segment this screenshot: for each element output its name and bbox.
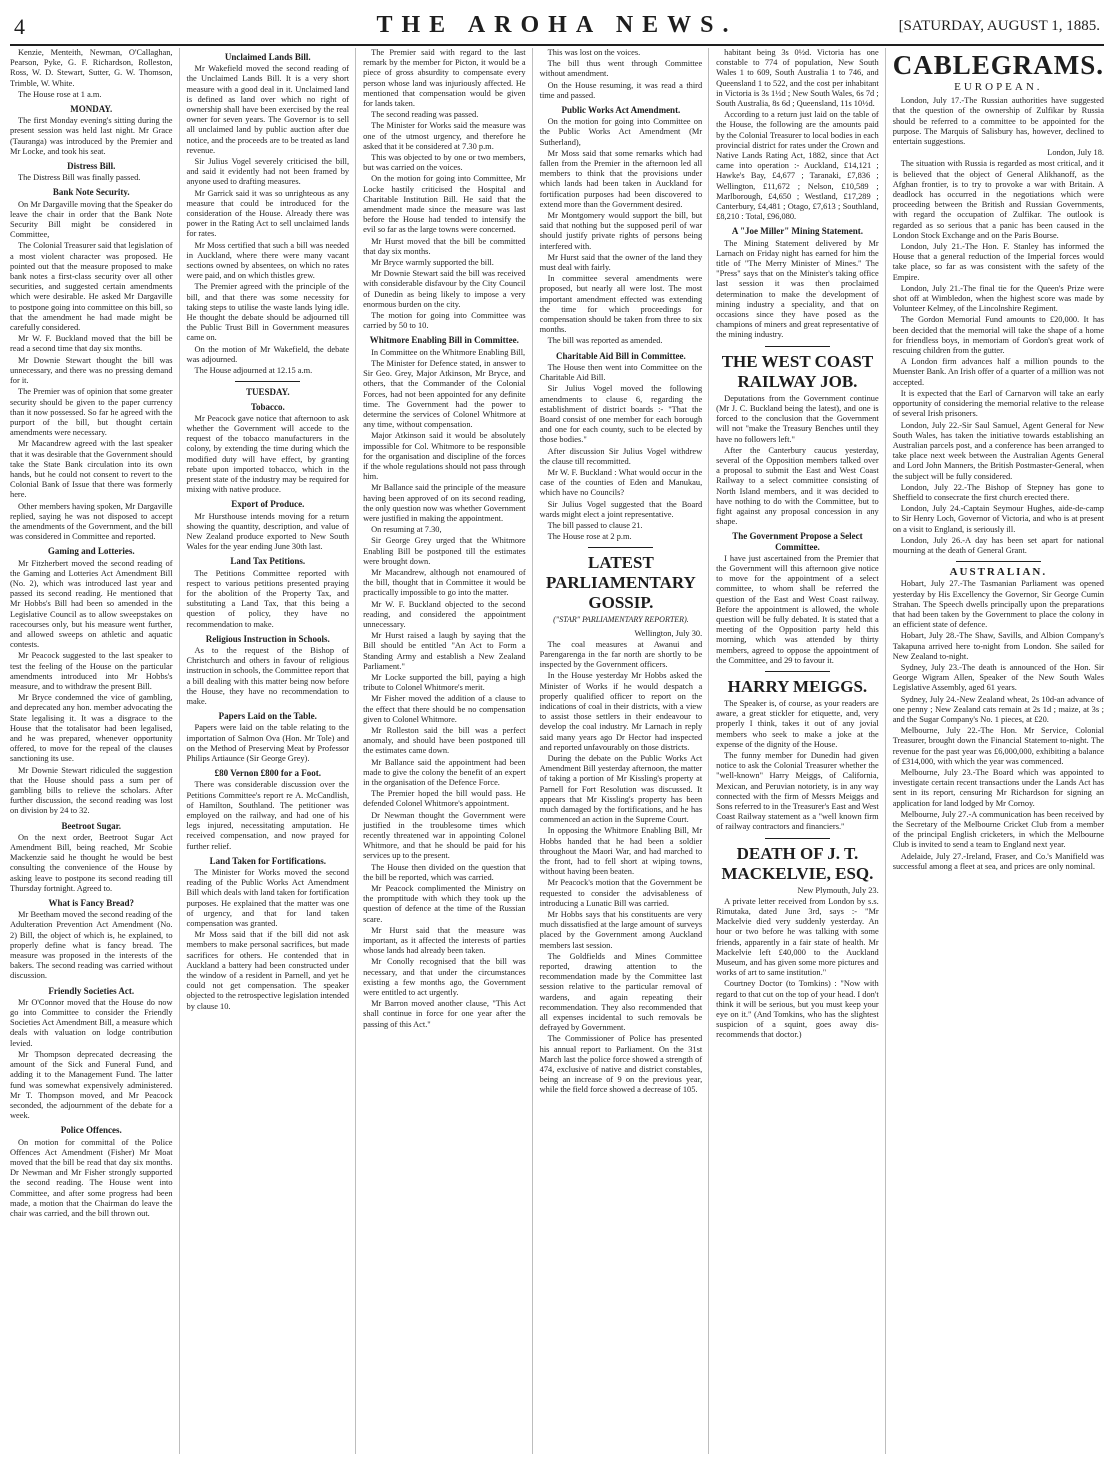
paragraph: Deputations from the Government continue (Mr J. C. Buckland being the latest), and one is forced to the conclusion that the Government will not "make the Treasury Benches until they have no followers left."	[716, 393, 879, 444]
paragraph: The Speaker is, of course, as your readers are aware, a great stickler for etiquette, and, very properly I think, takes it out of any jovial members who seek to make a joke at the expense of the dignity of the House.	[716, 698, 879, 749]
paragraph: Mr Hursthouse intends moving for a return showing the quantity, description, and value of New Zealand produce exported to New South Wales for the year ending June 30th last.	[186, 511, 350, 552]
paragraph: Mr Peacock suggested to the last speaker to test the feeling of the House on the particular amendments introduced into Mr Hobbs's measure, and to withdraw the present Bill.	[10, 651, 173, 691]
paragraph: Mr Barron moved another clause, "This Act shall continue in force for one year after the passing of this Act."	[363, 999, 526, 1029]
paragraph: The Mining Statement delivered by Mr Larnach on Friday night has earned for him the title of "The Merry Minister of Mines." The "Press" says that on the Minister's taking office last session it was then proclaimed determination to make the development of mining industry a speciality, and that on occasions since they have posed as the champions of miners and great representative of the mining industry.	[716, 238, 879, 340]
paragraph: The Premier hoped the bill would pass. He defended Colonel Whitmore's appointment.	[363, 789, 526, 809]
section-heading: Papers Laid on the Table.	[218, 711, 317, 722]
paragraph: habitant being 3s 0½d. Victoria has one constable to 774 of population, New South Wales 1 to 609, South Australia 1 to 746, and Queensland 1 to 522, and the cost per inhabitant in Victoria is 3s 1½d ; New South Wales, 6s 7d ; South Australia, 8s 6d ; Queensland, 11s 10½d.	[716, 48, 879, 109]
paragraph: The Gordon Memorial Fund amounts to £20,000. It has been decided that the memorial will take the shape of a home for friendless boys, in memoriam of Gordon's great work of rescuing children from the gutter.	[892, 315, 1104, 356]
paragraph: There was considerable discussion over the Petitions Committee's report re A. McCandlish, of Hamilton, Southland. The petitioner was employed on the railway, and had one of his legs injured, necessitating amputation. He received compensation, and now prayed for further relief.	[186, 780, 350, 851]
paragraph: The coal measures at Awanui and Parengarenga in the far north are shortly to be inspected by the Government officers.	[539, 639, 703, 670]
section-heading: Public Works Act Amendment.	[561, 105, 681, 116]
paragraph: It is expected that the Earl of Carnarvon will take an early opportunity of considering the memorial relative to the release of several Irish prisoners.	[892, 388, 1104, 419]
paragraph: The House then went into Committee on the Charitable Aid Bill.	[539, 362, 703, 383]
section-heading: A "Joe Miller" Mining Statement.	[731, 226, 864, 237]
divider	[765, 671, 830, 672]
paragraph: Mr Hurst said that the owner of the land they must deal with fairly.	[539, 252, 703, 273]
paragraph: Mr Hobbs says that his constituents are very much dissatisfied at the large amount of surveys placed by the Government among Auckland members last session.	[539, 910, 703, 950]
paragraph: Mr Ballance said the appointment had been made to give the colony the benefit of an expert in the organisation of the Defence Force.	[363, 757, 526, 788]
article-headline: DEATH OF J. T. MACKELVIE, ESQ.	[721, 843, 874, 883]
article-headline: LATEST PARLIAMENTARY GOSSIP.	[545, 553, 696, 613]
paragraph: Mr Hurst said that the measure was important, as it affected the interests of parties whose lands had already been taken.	[363, 925, 526, 956]
paragraph: Mr Wakefield moved the second reading of the Unclaimed Lands Bill. It is a very short measure with a good deal in it. Unclaimed land is defined as land over which no right of ownership shall have been exercised by the real owner for seven years. The Governor is to sell all unclaimed land by public auction after due notice, and the proceeds are to be treated as land revenue.	[186, 64, 350, 155]
paragraph: Mr W. F. Buckland moved that the bill be read a second time that day six months.	[10, 334, 173, 354]
paragraph: Other members having spoken, Mr Dargaville replied, saying he was not disposed to accept the amendments of the Government, and the bill was considered in Committee and reported.	[10, 501, 173, 542]
divider	[235, 381, 300, 382]
section-heading: Unclaimed Lands Bill.	[224, 52, 311, 62]
paragraph: Mr O'Connor moved that the House do now go into Committee to consider the Friendly Societies Act Amendment Bill, a measure which deals with valuation on lodge contribution levied.	[10, 997, 173, 1048]
paragraph: The motion for going into Committee was carried by 50 to 10.	[363, 311, 526, 331]
paragraph: On resuming at 7.30,	[371, 525, 442, 535]
paragraph: The House adjourned at 12.15 a.m.	[194, 366, 313, 376]
section-heading: What is Fancy Bread?	[48, 898, 135, 909]
paragraph: Mr Peacock gave notice that afternoon to ask whether the Government will accede to the request of the tobacco manufacturers in the colony, by extending the time during which the modified duty will have effect, by granting rebate upon imported tobacco, which in the present state of the industry may be required for mixing with native produce.	[186, 413, 350, 495]
paragraph: The House rose at 2 p.m.	[547, 532, 632, 542]
paragraph: Mr Ballance said the principle of the measure having been approved of on its second reading, the only question now was whether Government were justified in making the appointment.	[363, 483, 526, 523]
paragraph: The House then divided on the question that the bill be reported, which was carried.	[363, 862, 526, 882]
paragraph: London, July 24.-Captain Seymour Hughes, aide-de-camp to Sir Henry Loch, Governor of Victoria, and who is at present on a visit to England, is seriously ill.	[892, 504, 1104, 534]
column-3	[363, 48, 533, 1454]
paragraph: On the motion for going into Committee, Mr Locke hastily criticised the Hospital and Charitable Institution Bill. He said that the amendment made since the measure was last before the House had tended to intensify the evil so far as the large towns were concerned.	[363, 174, 526, 235]
page-number: 4	[14, 14, 25, 39]
paragraph: Major Atkinson said it would be absolutely impossible for Col. Whitmore to be responsible for the organisation and discipline of the forces if the whole regulations should not pass through him.	[363, 431, 526, 482]
paragraph: Mr Peacock's motion that the Government be requested to consider the advisableness of introducing a Lunatic Bill was carried.	[539, 878, 703, 908]
paragraph: On motion for committal of the Police Offences Act Amendment (Fisher) Mr Moat moved that the bill be read that day six months. Dr Newman and Mr Fisher strongly supported the second reading. The House went into Committee, and after some progress had been made, a motion that the Chairman do leave the chair was carried, and the bill thrown out.	[10, 1137, 173, 1218]
section-heading: The Government Propose a Select Committee.	[732, 531, 863, 552]
paragraph: The bill was reported as amended.	[547, 336, 663, 346]
newspaper-title: THE AROHA NEWS.	[376, 12, 738, 38]
paragraph: As to the request of the Bishop of Christchurch and others in favour of religious instruction in schools, the Committee report that a bill dealing with this matter being now before the House, they have no recommendation to make.	[186, 645, 350, 706]
paragraph: In Committee on the Whitmore Enabling Bill,	[371, 347, 526, 357]
paragraph: Adelaide, July 27.-Ireland, Fraser, and Co.'s Manifield was successful among a fleet at sea, and prices are only nominal.	[892, 851, 1104, 871]
paragraph: Mr Hurst moved that the bill be committed that day six months.	[363, 236, 526, 256]
paragraph: Mr W. F. Buckland : What would occur in the case of the counties of Eden and Manukau, which have no Councils?	[539, 467, 703, 498]
paragraph: The Distress Bill was finally passed.	[18, 173, 141, 183]
paragraph: London, July 21.-The final tie for the Queen's Prize were shot off at Wimbledon, when the highest score was made by Volunteer Kelmey, of the Lincolnshire Regiment.	[892, 283, 1104, 314]
section-heading: Religious Instruction in Schools.	[205, 633, 330, 644]
paragraph: I have just ascertained from the Premier that the Government will this afternoon give notice to move for the appointment of a select committee, to whom shall be referred the question of the East and West Coast railway. Before the appointment is allowed, the whole question will be fully debated. It is stated that a meeting of the Opposition party held this morning, which was attended by thirty members, agreed to oppose the appointment of the Committee, and 29 to favour it.	[716, 553, 879, 665]
section-heading: Tobacco.	[250, 401, 285, 412]
paragraph: Sir Julius Vogel moved the following amendments to clause 6, regarding the establishment of district boards :- "That the Board consist of one member for each borough and one for each county, such to be elected by those bodies."	[539, 384, 703, 445]
paragraph: During the debate on the Public Works Act Amendment Bill yesterday afternoon, the matter of taking a portion of Mr Kissling's property at Parnell for Fort Resolution was discussed. It appears that Mr Kissling's property has been much damaged by the fortifications, and he has commenced an action in the Supreme Court.	[539, 753, 703, 825]
section-heading: TUESDAY.	[246, 387, 290, 398]
section-heading: £80 Vernon £800 for a Foot.	[214, 768, 321, 779]
paragraph: Sydney, July 23.-The death is announced of the Hon. Sir George Wigram Allen, Speaker of the New South Wales Legislative Assembly, aged 61 years.	[892, 662, 1104, 693]
paragraph: Mr Bryce warmly supported the bill.	[371, 258, 494, 268]
paragraph: Papers were laid on the table relating to the importation of Salmon Ova (Hon. Mr Tole) and on the Method of Preserving Meat by Professor Philips Artiaunce (Sir George Grey).	[186, 723, 350, 763]
section-heading: Export of Produce.	[231, 499, 305, 510]
column-2	[187, 48, 357, 1454]
paragraph: Mr Fitzherbert moved the second reading of the Gaming and Lotteries Act Amendment Bill (No. 2), which was introduced last year and passed its second reading. He mentioned that Mr Hobbs's Bill had been so amended in the Legislative Council as to allow sweepstakes on racecourses only, but his measure went further, and allowed sweeps on athletic and aquatic contests.	[10, 558, 173, 650]
divider	[956, 561, 1041, 562]
paragraph: Sir George Grey urged that the Whitmore Enabling Bill be postponed till the estimates were brought down.	[363, 536, 526, 566]
paragraph: In committee several amendments were proposed, but nearly all were lost. The most important amendment effected was extending the time for which proceedings for compensation should be taken from three to six months.	[539, 274, 703, 335]
paragraph: Mr Macandrew, although not enamoured of the bill, thought that in Committee it would be practically impossible to go into the matter.	[363, 567, 526, 598]
section-heading: Gaming and Lotteries.	[47, 546, 135, 557]
paragraph: Melbourne, July 22.-The Hon. Mr Service, Colonial Treasurer, brought down the Financial Statement to-night. The revenue for the past year was £6,000,000, exhibiting a balance of £314,000, with which the year was commenced.	[892, 726, 1104, 766]
paragraph: On the House resuming, it was read a third time and passed.	[539, 80, 703, 100]
paragraph: On the next order, Beetroot Sugar Act Amendment Bill, being reached, Mr Scobie Mackenzie said he thought he would be best consulting the convenience of the House by asking leave to postpone its second reading till Thursday fortnight. Agreed to.	[10, 832, 173, 893]
paragraph: The bill passed to clause 21.	[547, 520, 643, 530]
paragraph: Mr Moss certified that such a bill was needed in Auckland, where there were many vacant sections owned by absentees, on which no rates were paid, and on which thistles grew.	[186, 240, 350, 281]
paragraph: A private letter received from London by s.s. Rimutaka, dated June 3rd, says :- "Mr Mackelvie died very suddenly yesterday. An hour or two before he was talking with some friends, apparently in a fair state of health. Mr Mackelvie left £40,000 to the Auckland Museum, and has given some more pictures and works of art to same institution."	[716, 896, 879, 978]
paragraph: The funny member for Dunedin had given notice to ask the Colonial Treasurer whether the "well-known" Harry Meiggs, of California, Mexican, and Peruvian notoriety, is in any way connected with the firm of Messrs Meiggs and Sons referred to in the Treasurer's East and West Coast Railway statement as a "well known firm of railway contractors and financiers."	[716, 750, 879, 832]
paragraph: The bill thus went through Committee without amendment.	[539, 59, 703, 79]
paragraph: Dr Newman thought the Government were justified in the troublesome times which recently threatened war in appointing Colonel Whitmore, and that he should be paid for his services up to the present.	[363, 810, 526, 861]
paragraph: In the House yesterday Mr Hobbs asked the Minister of Works if he would despatch a properly qualified officer to report on the indications of coal in their districts, with a view to assist those settlers in their endeavour to develop the coal industry. Mr Larnach in reply said many years ago Dr Hector had inspected and reported unfavourably on those districts.	[539, 671, 703, 752]
section-heading: Charitable Aid Bill in Committee.	[556, 350, 686, 361]
paragraph: London, July 17.-The Russian authorities have suggested that the question of the ownership of Zulfikar by Russia should be referred to a committee to be appointed for the purpose. The Marquis of Salisbury has, however, declined to entertain suggestions.	[892, 96, 1104, 147]
paragraph: The Minister for Works moved the second reading of the Public Works Act Amendment Bill which deals with land taken for fortification purposes. He explained that the matter was one of urgency, and that for land taken compensation was granted.	[186, 868, 350, 929]
paragraph: The second reading was passed.	[371, 110, 479, 120]
paragraph: Mr Fisher moved the addition of a clause to the effect that there should be no compensation given to Colonel Whitmore.	[363, 694, 526, 724]
dateline: Wellington, July 30.	[634, 628, 703, 638]
cablegrams-headline: CABLEGRAMS.	[892, 50, 1104, 80]
paragraph: The Commissioner of Police has presented his annual report to Parliament. On the 31st March last the police force showed a strength of 474, exclusive of native and district constables, being an increase of 9 on the previous year, while the field force showed a decrease of 105.	[539, 1034, 703, 1095]
paragraph: Mr Hurst raised a laugh by saying that the Bill should be entitled "An Act to Form a Standing Army and establish a New Zealand Parliament."	[363, 631, 526, 671]
paragraph: Mr W. F. Buckland objected to the second reading, and considered the appointment unnecessary.	[363, 599, 526, 629]
paragraph: This was objected to by one or two members, but was carried on the voices.	[363, 153, 526, 173]
paragraph: The situation with Russia is regarded as most critical, and it is believed that the object of General Alikhanoff, as the Afghan frontier, is to try to provoke a war with Britain. A deadlock has occurred in the negotiations which were proceeding between the British and Russian Governments, with regard the occupation of Zulfikar. The outlook is regarded as so serious that a panic has been caused in the London Stock Exchange and on the Paris Bourse.	[892, 159, 1104, 240]
masthead	[10, 10, 1104, 46]
paragraph: Mr Montgomery would support the bill, but said that nothing but the supposed peril of war should justify private rights of persons being interfered with.	[539, 211, 703, 251]
paragraph: London, July 26.-A day has been set apart for national mourning at the death of General Grant.	[892, 535, 1104, 555]
paragraph: On Mr Dargaville moving that the Speaker do leave the chair in order that the Bank Note Security Bill might be considered in Committee,	[10, 199, 173, 240]
paragraph: Melbourne, July 27.-A communication has been received by the Secretary of the Melbourne Cricket Club from a member of the principal English cricketers, in which the Melbourne Club is invited to send a team to England next year.	[892, 809, 1104, 850]
paragraph: The Minister for Works said the measure was one of the utmost urgency, and therefore he asked that it be considered at 7.30 p.m.	[363, 121, 526, 151]
paragraph: Mr Peacock complimented the Ministry on the promptitude with which they took up the question of defence at the time of the Russian scare.	[363, 884, 526, 924]
paragraph: Mr Downie Stewart said the bill was received with considerable disfavour by the City Council of Dunedin as being likely to impose a very enormous burden on the city.	[363, 269, 526, 309]
paragraph: Mr Moss said that some remarks which had fallen from the Premier in the afternoon led all members to think that the provisions under which lands had been taken in Auckland for fortification purposes had been discovered to extend more than the Government desired.	[539, 148, 703, 209]
paragraph: The Goldfields and Mines Committee reported, drawing attention to the recommendation made by the Committee last session relative to the particular removal of wardens, and again repeating their recommendation. They also recommended that all expenses incidental to such removals be defrayed by Government.	[539, 951, 703, 1033]
paragraph: The House rose at 1 a.m.	[18, 89, 102, 99]
paragraph: Mr Downie Stewart thought the bill was unnecessary, and there was no pressing demand for it.	[10, 355, 173, 386]
divider	[765, 346, 830, 347]
section-heading: Bank Note Security.	[52, 187, 130, 198]
section-heading: Police Offences.	[60, 1125, 122, 1136]
paragraph: On the motion for going into Committee on the Public Works Act Amendment (Mr Sutherland),	[539, 117, 703, 147]
paragraph: The Premier was of opinion that some greater security should be given to the paper currency than it now possessed. So far he agreed with the purport of the bill, but thought certain amendments were necessary.	[10, 387, 173, 438]
paragraph: London, July 22.-The Bishop of Stepney has gone to Sheffield to consecrate the first church erected there.	[892, 482, 1104, 502]
paragraph: After discussion Sir Julius Vogel withdrew the clause till recommitted.	[539, 446, 703, 466]
paragraph: Sir Julius Vogel suggested that the Board wards might elect a joint representative.	[539, 499, 703, 519]
column-5	[716, 48, 886, 1454]
section-heading: Whitmore Enabling Bill in Committee.	[369, 335, 519, 346]
paragraph: London, July 22.-Sir Saul Samuel, Agent General for New South Wales, has taken the initiative towards establishing an Australian parcels post, and a conference has been arranged to take place next week between the Australian Agents General and Lord John Manners, the British Postmaster-General, when the subject will be fully considered.	[892, 420, 1104, 481]
paragraph: Mr Thompson deprecated decreasing the amount of the Sick and Funeral Fund, and adding it to the Management Fund. The latter fund was somewhat expensively administered. Mr T. Thompson moved, and Mr Peacock seconded, the adjournment of the debate for a week.	[10, 1049, 173, 1121]
columns	[10, 48, 1104, 1454]
paragraph: According to a return just laid on the table of the House, the following are the amounts paid by the Colonial Treasurer to local bodies in each provincial district for rates under the Crown and Native Lands Rating Act, 1882, since that Act came into operation :- Auckland, £14,121 ; Hawke's Bay, £4,677 ; Taranaki, £7,836 ; Wellington, £11,672 ; Nelson, £10,589 ; Marlborough, £4,650 ; Westland, £17,289 ; Canterbury, £4,481 ; Otago, £7,613 ; Southland, £8,210 : Total, £96,080.	[716, 110, 879, 222]
paragraph: Mr Garrick said it was so unrighteous as any measure that could be introduced for the consideration of the House. Already there was power in the Rating Act to sell unclaimed lands for rates.	[186, 188, 350, 239]
paragraph: This was lost on the voices.	[547, 48, 641, 57]
paragraph: Mr Locke supported the bill, paying a high tribute to Colonel Whitmore's merit.	[363, 672, 526, 693]
paragraph: Mr Rolleston said the bill was a perfect anomaly, and should have been postponed till the estimates came down.	[363, 726, 526, 756]
paragraph: Melbourne, July 23.-The Board which was appointed to investigate certain recent transactions under the Lands Act has sent in its report, censuring Mr Richardson for signing an application for land lodged by Mr Cornoy.	[892, 768, 1104, 808]
section-heading: Distress Bill.	[67, 161, 116, 172]
section-heading: MONDAY.	[70, 104, 113, 115]
paragraph: Mr Downie Stewart ridiculed the suggestion that the House should pass a sum per of gambling bills to relieve the scholars. After further discussion, the second reading was lost on division by 24 to 32.	[10, 765, 173, 816]
paragraph: Hobart, July 28.-The Shaw, Savills, and Albion Company's Takapuna arrived here to-night from London. She sailed for New Zealand to-night.	[892, 631, 1104, 661]
paragraph: Courtney Doctor (to Tomkins) : "Now with regard to that cut on the top of your head. I don't think it will be serious, but you must keep your eye on it." (And Tomkins, who has the slightest suspicion of a squint, goes away dis-recommends that doctor.)	[716, 979, 879, 1040]
paragraph: The first Monday evening's sitting during the present session was held last night. Mr Grace (Tauranga) was introduced by the Premier and Mr Locke, and took his seat.	[10, 116, 173, 156]
column-6	[893, 48, 1104, 1454]
paragraph: Mr Moss said that if the bill did not ask members to make personal sacrifices, but made sacrifices for others. He contended that in Auckland a battery had been constructed under the window of a resident in Parnell, and yet he could not get compensation. The speaker objected to the retrospective legislation intended by clause 10.	[186, 930, 350, 1011]
paragraph: On the motion of Mr Wakefield, the debate was adjourned.	[186, 344, 350, 364]
paragraph: London, July 21.-The Hon. F. Stanley has informed the House that a general reduction of the Imperial forces would take place, so far as was consistent with the safety of the Empire.	[892, 242, 1104, 282]
paragraph: In opposing the Whitmore Enabling Bill, Mr Hobbs handed that he had been a soldier throughout the Maori War, and had marched to the front, had to fell short at wiping towns, without having been beaten.	[539, 826, 703, 877]
paragraph: A London firm advances half a million pounds to the Muenster Bank. An Irish offer of a quarter of a million was not accepted.	[892, 357, 1104, 387]
divider	[588, 547, 653, 548]
column-4	[540, 48, 710, 1454]
paragraph: Sir Julius Vogel severely criticised the bill, and said it evidently had not been framed by anyone used to drafting measures.	[186, 157, 350, 187]
paragraph: Mr Beetham moved the second reading of the Adulteration Prevention Act Amendment (No. 2) Bill, the object of which is, he explained, to properly define what is fancy bread. The measure was proposed in the interests of the bakers. The second reading was carried without discussion.	[10, 910, 173, 981]
paragraph: The Premier agreed with the principle of the bill, and that there was some necessity for taking steps to utilise the waste lands lying idle. He thought the debate should be adjourned till the Public Trust Bill in Government measures came on.	[186, 282, 350, 343]
paragraph: The Premier said with regard to the last remark by the member for Picton, it would be a piece of gross absurdity to compensate every person whose land was injuriously affected. He mentioned that compensation would be given for lands taken.	[363, 48, 526, 109]
paragraph: Mr Bryce condemned the vice of gambling, and deprecated any hon. member advocating the State legalising it. It was a disgrace to the House that the totalisator had been legalised, and he was prepared, whenever opportunity offered, to move for the repeal of the clauses sanctioning its use.	[10, 693, 173, 764]
paragraph: The Minister for Defence stated, in answer to Sir Geo. Grey, Major Atkinson, Mr Bryce, and others, that the Commander of the Colonial Forces, had not been appointed for any definite time. The Government had the power to determine the services of Colonel Whitmore at any time, without compensation.	[363, 358, 526, 430]
section-heading: Land Tax Petitions.	[230, 556, 306, 567]
column-1	[10, 48, 180, 1454]
paragraph: Sydney, July 24.-New Zealand wheat, 2s 10d-an advance of one penny ; New Zealand cats remain at 2s 1d ; maize, at 3s ; and the Sugar Company's No. 1 pieces, at £20.	[892, 694, 1104, 724]
section-heading: Beetroot Sugar.	[61, 820, 122, 831]
paragraph: Mr Macandrew agreed with the last speaker that it was desirable that the Government should take the State Bank circulation into its own hands, but he could not consent to revert to the Colonial Bank of Issue that there was formerly here.	[10, 439, 173, 500]
newspaper-page	[10, 10, 1104, 1454]
divider	[765, 838, 830, 839]
paragraph: The Petitions Committee reported with respect to various petitions presented praying for the abolition of the Property Tax, and substituting a Land Tax, that this being a question of policy, they have no recommendation to make.	[186, 568, 350, 629]
section-subheading: EUROPEAN.	[954, 81, 1043, 93]
paragraph: After the Canterbury caucus yesterday, several of the Opposition members talked over a proposal to submit the East and West Coast Railway to a select committee consisting of North Island members, and it was decided to have nothing to do with the Committee, but to fight against any proposal concession in any shape.	[716, 445, 879, 527]
paragraph: The Colonial Treasurer said that legislation of a most violent character was proposed. He pointed out that the measure proposed to make bank notes a first-class security over all other securities, and suggested certain amendments which were desirable. He asked Mr Dargaville to postpone going into committee on this bill, so that the amendment he had made might be carefully considered.	[10, 241, 173, 333]
paragraph: Kenzie, Menteith, Newman, O'Callaghan, Pearson, Pyke, G. F. Richardson, Rolleston, Ross, W. D. Stewart, Sutter, G. W. Thomson, Trimble, W. White.	[10, 48, 173, 88]
dateline: New Plymouth, July 23.	[797, 885, 879, 895]
issue-date: [SATURDAY, AUGUST 1, 1885.	[898, 18, 1100, 34]
article-headline: HARRY MEIGGS.	[727, 676, 868, 696]
paragraph: Mr Conolly recognised that the bill was necessary, and that under the circumstances existing a few months ago, the Government were entitled to act urgently.	[363, 957, 526, 998]
paragraph: Hobart, July 27.-The Tasmanian Parliament was opened yesterday by His Excellency the Governor, Sir George Cumin Strahan. The Speech dwells principally upon the preparations that had been taken by the Government to place the colony in an efficient state of defence.	[892, 579, 1104, 630]
section-heading: Land Taken for Fortifications.	[209, 855, 326, 866]
article-headline: THE WEST COAST RAILWAY JOB.	[721, 351, 874, 391]
dateline: London, July 18.	[1047, 148, 1104, 158]
byline: ("STAR" PARLIAMENTARY REPORTER).	[553, 615, 689, 625]
section-heading: Friendly Societies Act.	[48, 985, 135, 996]
section-heading: AUSTRALIAN.	[949, 566, 1048, 579]
